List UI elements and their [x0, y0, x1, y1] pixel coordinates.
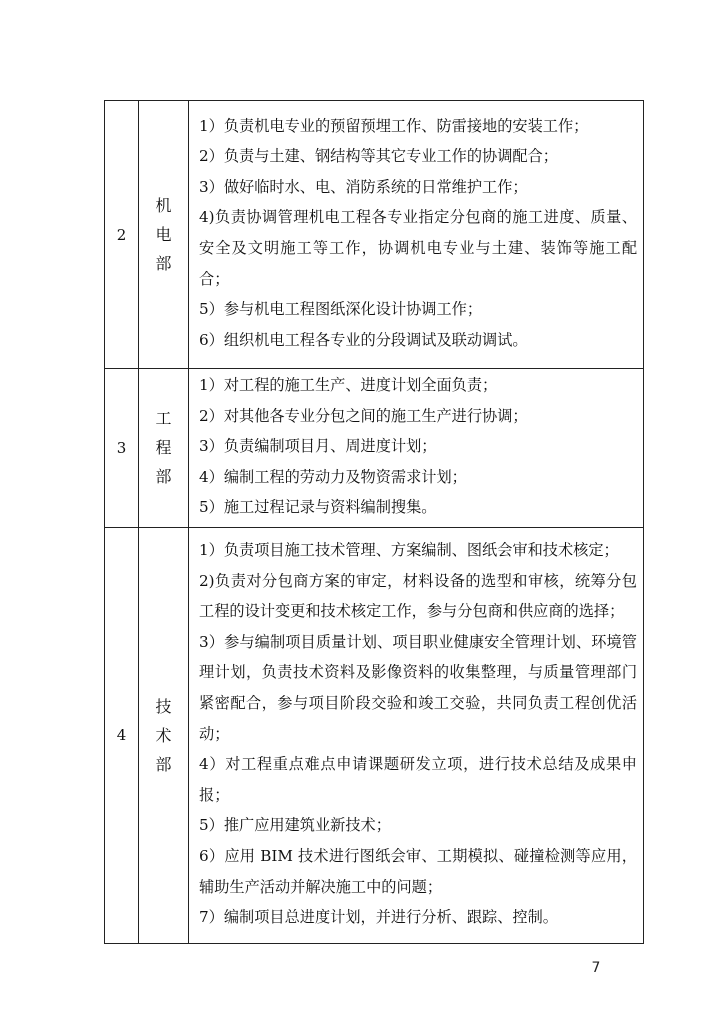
department-cell: [139, 369, 189, 528]
duty-item: 6）应用 BIM 技术进行图纸会审、工期模拟、碰撞检测等应用，辅助生产活动并解决施工中的问题；: [199, 847, 637, 896]
table-row: [105, 527, 644, 943]
duty-item: 5）参与机电工程图纸深化设计协调工作；: [199, 300, 483, 319]
duties-cell: [189, 527, 644, 943]
duty-item: 3）做好临时水、电、消防系统的日常维护工作；: [199, 177, 528, 196]
duty-item: 5）施工过程记录与资料编制搜集。: [199, 498, 437, 517]
table-row: [105, 101, 644, 369]
duties-cell: [189, 369, 644, 528]
responsibility-table: [104, 100, 644, 944]
table-row: [105, 369, 644, 528]
row-number: 3: [105, 369, 139, 528]
duty-item: 4）编制工程的劳动力及物资需求计划；: [199, 467, 467, 486]
department-name: 工程部: [155, 409, 172, 487]
duty-item: 1）负责机电专业的预留预埋工作、防雷接地的安装工作；: [199, 116, 589, 135]
department-name: 机电部: [155, 196, 172, 273]
row-number: 2: [105, 101, 139, 369]
duty-item: 4）对工程重点难点申请课题研发立项，进行技术总结及成果申报；: [199, 755, 637, 804]
duty-item: 1）对工程的施工生产、进度计划全面负责；: [199, 376, 498, 394]
duty-item: 3）负责编制项目月、周进度计划；: [199, 437, 437, 456]
department-name: 技术部: [155, 696, 172, 774]
duty-item: 4)负责协调管理机电工程各专业指定分包商的施工进度、质量、安全及文明施工等工作，协调机电专业与土建、装饰等施工配合；: [199, 208, 637, 288]
duty-item: 2）对其他各专业分包之间的施工生产进行协调；: [199, 406, 528, 425]
duty-item: 5）推广应用建筑业新技术；: [199, 816, 391, 835]
department-cell: [139, 527, 189, 943]
duty-item: 2）负责与土建、钢结构等其它专业工作的协调配合；: [199, 147, 558, 166]
duties-cell: [189, 101, 644, 369]
duty-item: 3）参与编制项目质量计划、项目职业健康安全管理计划、环境管理计划，负责技术资料及影像资料的收集整理，与质量管理部门紧密配合，参与项目阶段交验和竣工交验，共同负责工程创优活动；: [199, 632, 637, 743]
department-cell: [139, 101, 189, 369]
duty-item: 2)负责对分包商方案的审定，材料设备的选型和审核，统筹分包工程的设计变更和技术核定工作，参与分包商和供应商的选择；: [199, 571, 637, 621]
row-number: 4: [105, 527, 139, 943]
duty-item: 7）编制项目总进度计划，并进行分析、跟踪、控制。: [199, 908, 558, 927]
duty-item: 6）组织机电工程各专业的分段调试及联动调试。: [199, 330, 528, 349]
page-number: 7: [591, 960, 601, 976]
duty-item: 1）负责项目施工技术管理、方案编制、图纸会审和技术核定；: [199, 541, 619, 560]
